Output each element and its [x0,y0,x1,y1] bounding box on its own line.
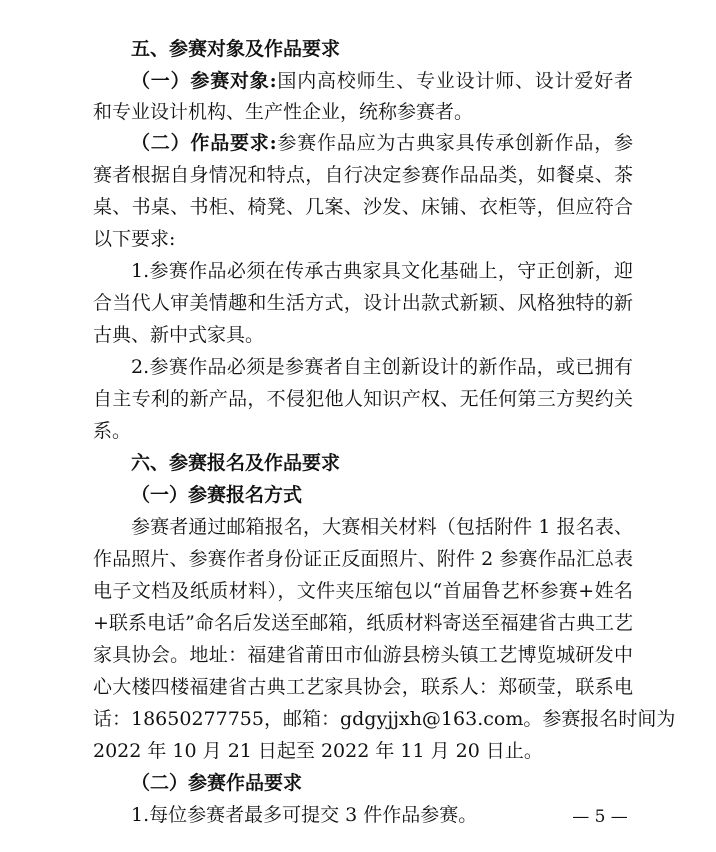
section-6-heading: 六、参赛报名及作品要求 [131,452,341,474]
work-requirements-label: （二）作品要求: [131,132,277,154]
registration-line: 话：18650277755，邮箱：gdgyjjxh@163.com。参赛报名时间为 [93,708,676,730]
entry-requirement-line: 1.每位参赛者最多可提交 3 件作品参赛。 [131,804,478,826]
page-number: — 5 — [572,807,628,827]
paragraph-work-requirements [131,128,633,158]
participants-label: （一）参赛对象: [131,70,277,92]
registration-line: 2022 年 10 月 21 日起至 2022 年 11 月 20 日止。 [93,740,543,762]
paragraph-line: 以下要求: [93,228,176,250]
requirement-1-line: 合当代人审美情趣和生活方式，设计出款式新颖、风格独特的新 [93,292,633,314]
registration-line: +联系电话”命名后发送至邮箱，纸质材料寄送至福建省古典工艺 [93,612,633,634]
requirement-2-line: 系。 [93,420,132,442]
registration-line: 电子文档及纸质材料），文件夹压缩包以“首届鲁艺杯参赛+姓名 [93,580,633,602]
registration-method-heading: （一）参赛报名方式 [131,484,303,506]
requirement-1-line: 古典、新中式家具。 [93,324,265,346]
paragraph-line: 赛者根据自身情况和特点，自行决定参赛作品品类，如餐桌、茶 [93,164,633,186]
participants-text: 国内高校师生、专业设计师、设计爱好者 [276,70,633,92]
paragraph-line: 和专业设计机构、生产性企业，统称参赛者。 [93,101,474,123]
paragraph-line: 桌、书桌、书柜、椅凳、几案、沙发、床铺、衣柜等，但应符合 [93,196,633,218]
entry-requirements-heading: （二）参赛作品要求 [131,772,303,794]
section-5-heading: 五、参赛对象及作品要求 [131,38,341,60]
paragraph-participants [131,66,633,96]
registration-line: 家具协会。地址：福建省莆田市仙游县榜头镇工艺博览城研发中 [93,644,633,666]
registration-line: 作品照片、参赛作者身份证正反面照片、附件 2 参赛作品汇总表 [93,548,633,570]
requirement-2-line: 2.参赛作品必须是参赛者自主创新设计的新作品，或已拥有 [131,356,633,378]
requirement-1-line: 1.参赛作品必须在传承古典家具文化基础上，守正创新，迎 [131,260,633,282]
work-requirements-text: 参赛作品应为古典家具传承创新作品，参 [276,132,633,154]
registration-line: 心大楼四楼福建省古典工艺家具协会，联系人：郑硕莹，联系电 [93,676,633,698]
requirement-2-line: 自主专利的新产品，不侵犯他人知识产权、无任何第三方契约关 [93,388,633,410]
registration-line: 参赛者通过邮箱报名，大赛相关材料（包括附件 1 报名表、 [131,516,633,538]
